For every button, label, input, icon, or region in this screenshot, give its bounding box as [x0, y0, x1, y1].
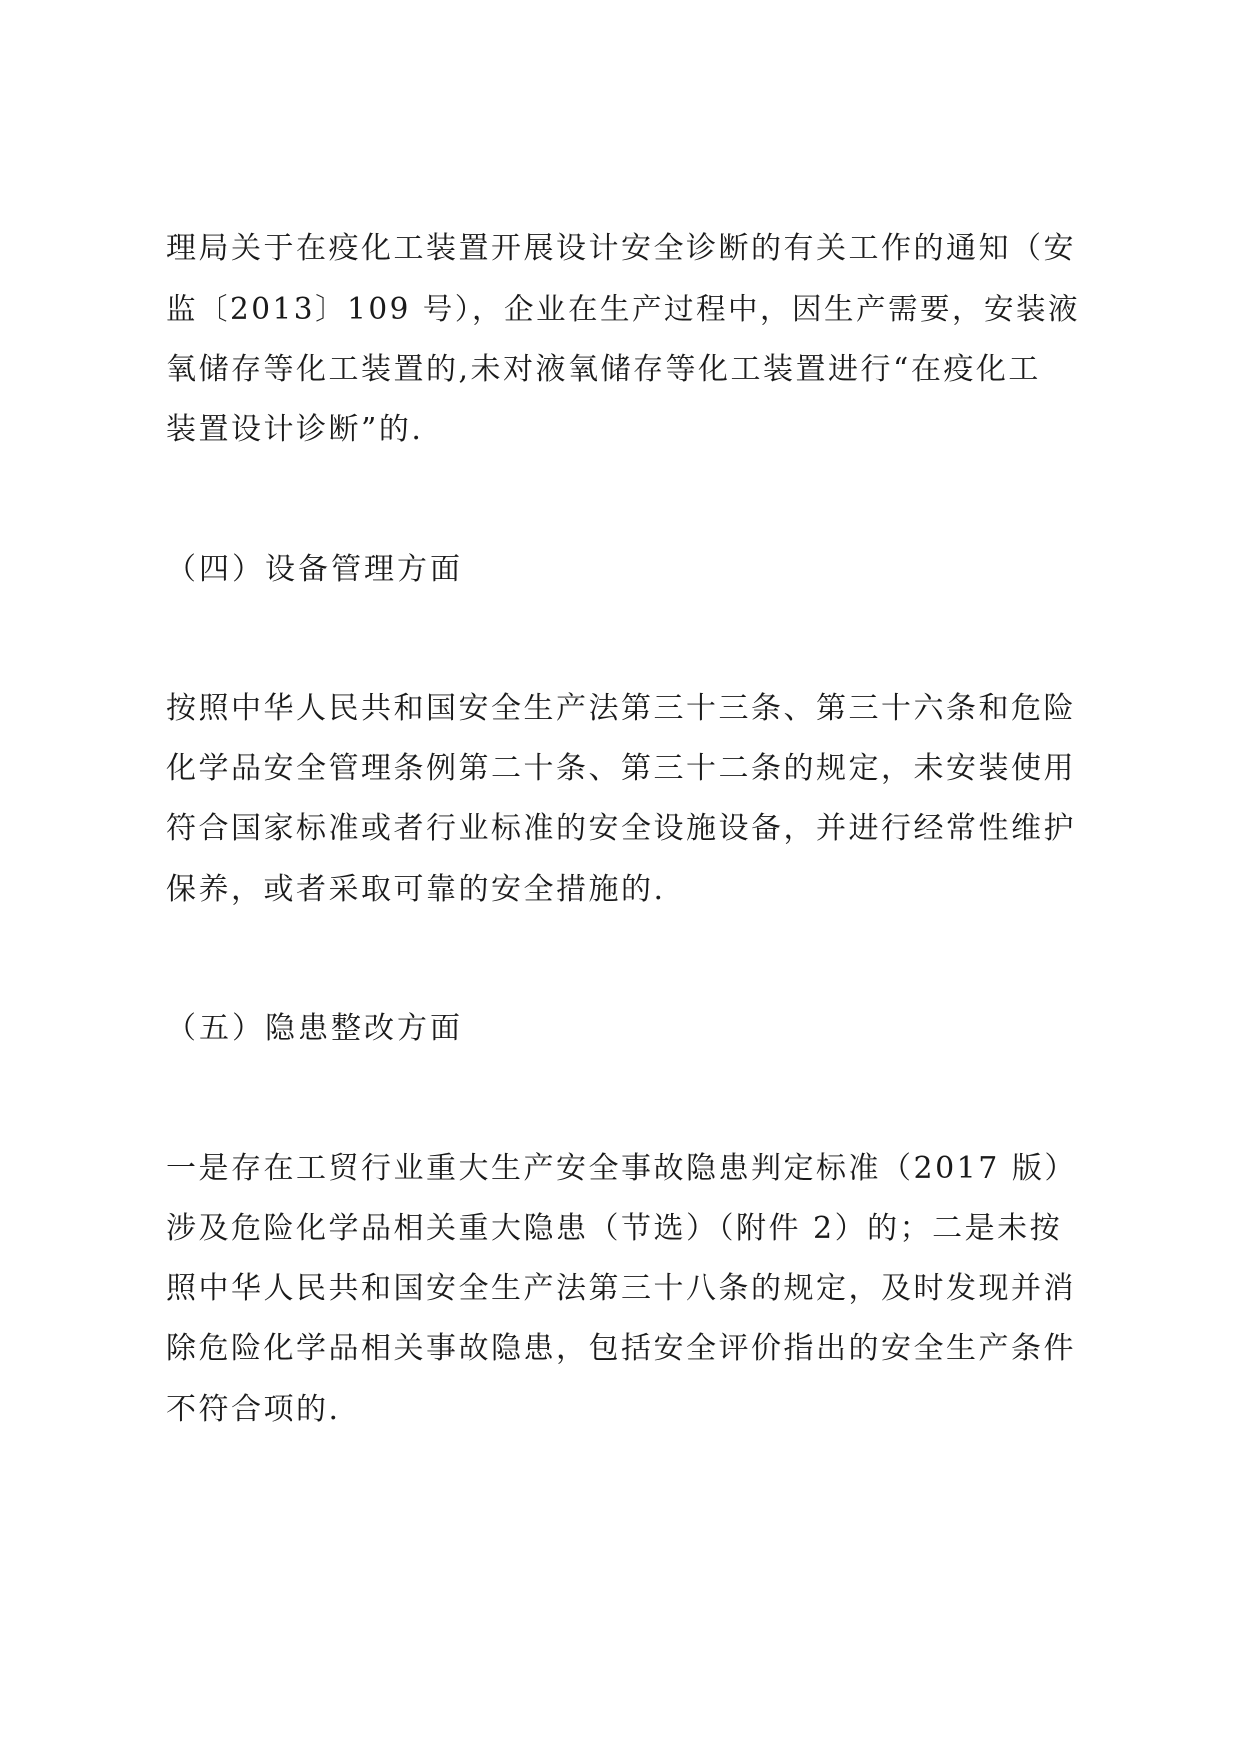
paragraph-line: 一是存在工贸行业重大生产安全事故隐患判定标准（2017 版）: [166, 1151, 1077, 1186]
paragraph-line: 装置设计诊断”的.: [166, 412, 424, 447]
paragraph-line: 化学品安全管理条例第二十条、第三十二条的规定，未安装使用: [166, 751, 1076, 786]
paragraph-line: 符合国家标准或者行业标准的安全设施设备，并进行经常性维护: [166, 811, 1076, 846]
paragraph-line: 照中华人民共和国安全生产法第三十八条的规定，及时发现并消: [166, 1271, 1076, 1306]
paragraph-line: 不符合项的.: [166, 1392, 341, 1427]
section-heading-hazard: （五）隐患整改方面: [166, 1011, 463, 1046]
paragraph-line: 监〔2013〕109 号），企业在生产过程中，因生产需要，安装液: [166, 292, 1081, 326]
paragraph-line: 理局关于在疫化工装置开展设计安全诊断的有关工作的通知（安: [166, 231, 1076, 266]
paragraph-line: 涉及危险化学品相关重大隐患（节选）（附件 2）的；二是未按: [166, 1211, 1063, 1246]
paragraph-line: 按照中华人民共和国安全生产法第三十三条、第三十六条和危险: [166, 691, 1076, 726]
section-heading-equipment: （四）设备管理方面: [166, 552, 463, 587]
paragraph-line: 保养，或者采取可靠的安全措施的.: [166, 872, 666, 907]
paragraph-line: 除危险化学品相关事故隐患，包括安全评价指出的安全生产条件: [166, 1331, 1076, 1366]
paragraph-line: 氧储存等化工装置的,未对液氧储存等化工装置进行“在疫化工: [166, 352, 1041, 387]
